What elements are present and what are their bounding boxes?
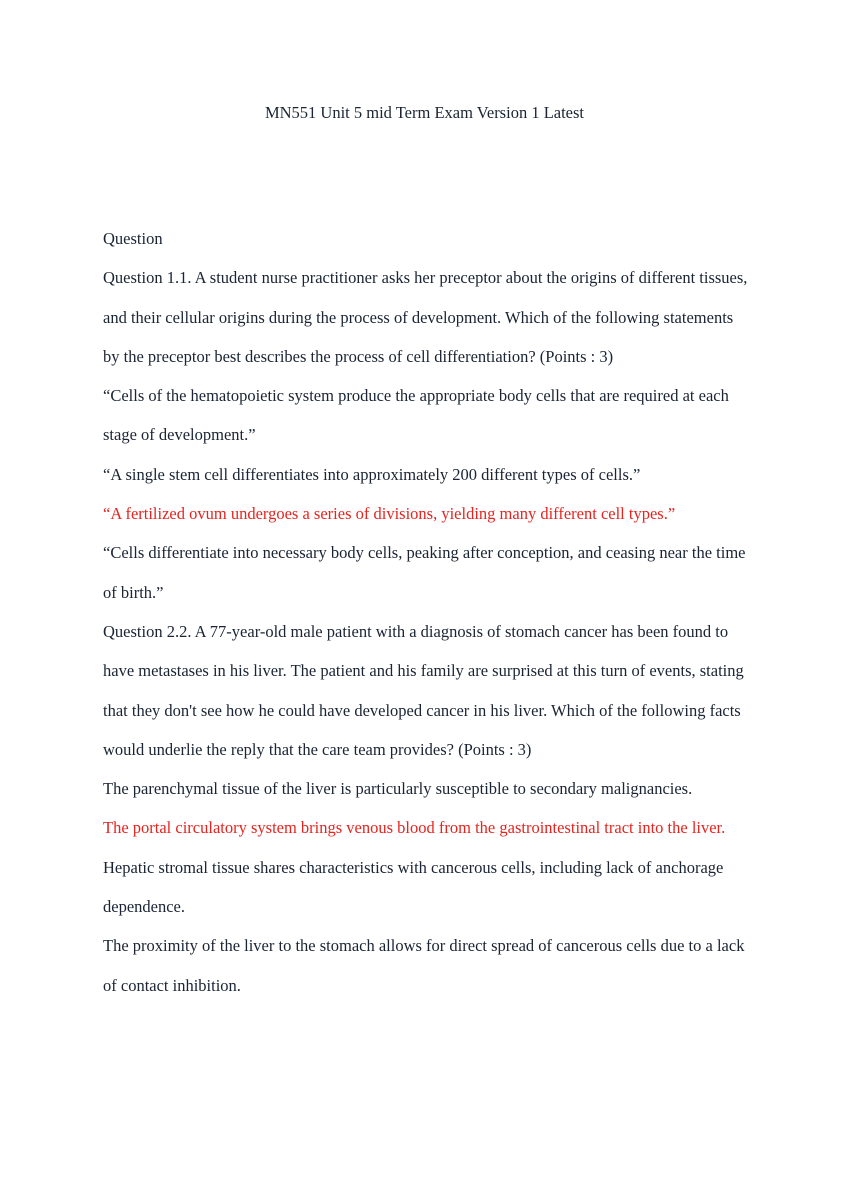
question-1-option-1: “Cells of the hematopoietic system produce the appropriate body cells that are required at each stage of development.” bbox=[103, 386, 729, 445]
question-1-option-3-correct: “A fertilized ovum undergoes a series of divisions, yielding many different cell types.” bbox=[103, 504, 676, 524]
question-2-option-4: The proximity of the liver to the stomach allows for direct spread of cancerous cells due to a lack of contact inhibition. bbox=[103, 936, 745, 995]
document-body bbox=[103, 219, 753, 1005]
question-1-prompt: Question 1.1. A student nurse practitioner asks her preceptor about the origins of different tissues, and their cellular origins during the process of development. Which of the following statements by the preceptor best describes the process of cell differentiation? (Points : 3) bbox=[103, 268, 748, 366]
question-2-prompt: Question 2.2. A 77-year-old male patient with a diagnosis of stomach cancer has been found to have metastases in his liver. The patient and his family are surprised at this turn of events, stating that they don't see how he could have developed cancer in his liver. Which of the following facts would underlie the reply that the care team provides? (Points : 3) bbox=[103, 621, 744, 759]
document-title: MN551 Unit 5 mid Term Exam Version 1 Latest bbox=[264, 103, 585, 122]
section-label: Question bbox=[103, 229, 163, 248]
question-1-option-4: “Cells differentiate into necessary body cells, peaking after conception, and ceasing near the time of birth.” bbox=[103, 543, 746, 602]
question-2-option-1: The parenchymal tissue of the liver is particularly susceptible to secondary malignancies. bbox=[103, 779, 693, 799]
question-2-option-2-correct: The portal circulatory system brings venous blood from the gastrointestinal tract into the liver. bbox=[103, 818, 726, 838]
question-1-option-2: “A single stem cell differentiates into approximately 200 different types of cells.” bbox=[103, 464, 641, 484]
question-2-option-3: Hepatic stromal tissue shares characteristics with cancerous cells, including lack of anchorage dependence. bbox=[103, 857, 724, 917]
